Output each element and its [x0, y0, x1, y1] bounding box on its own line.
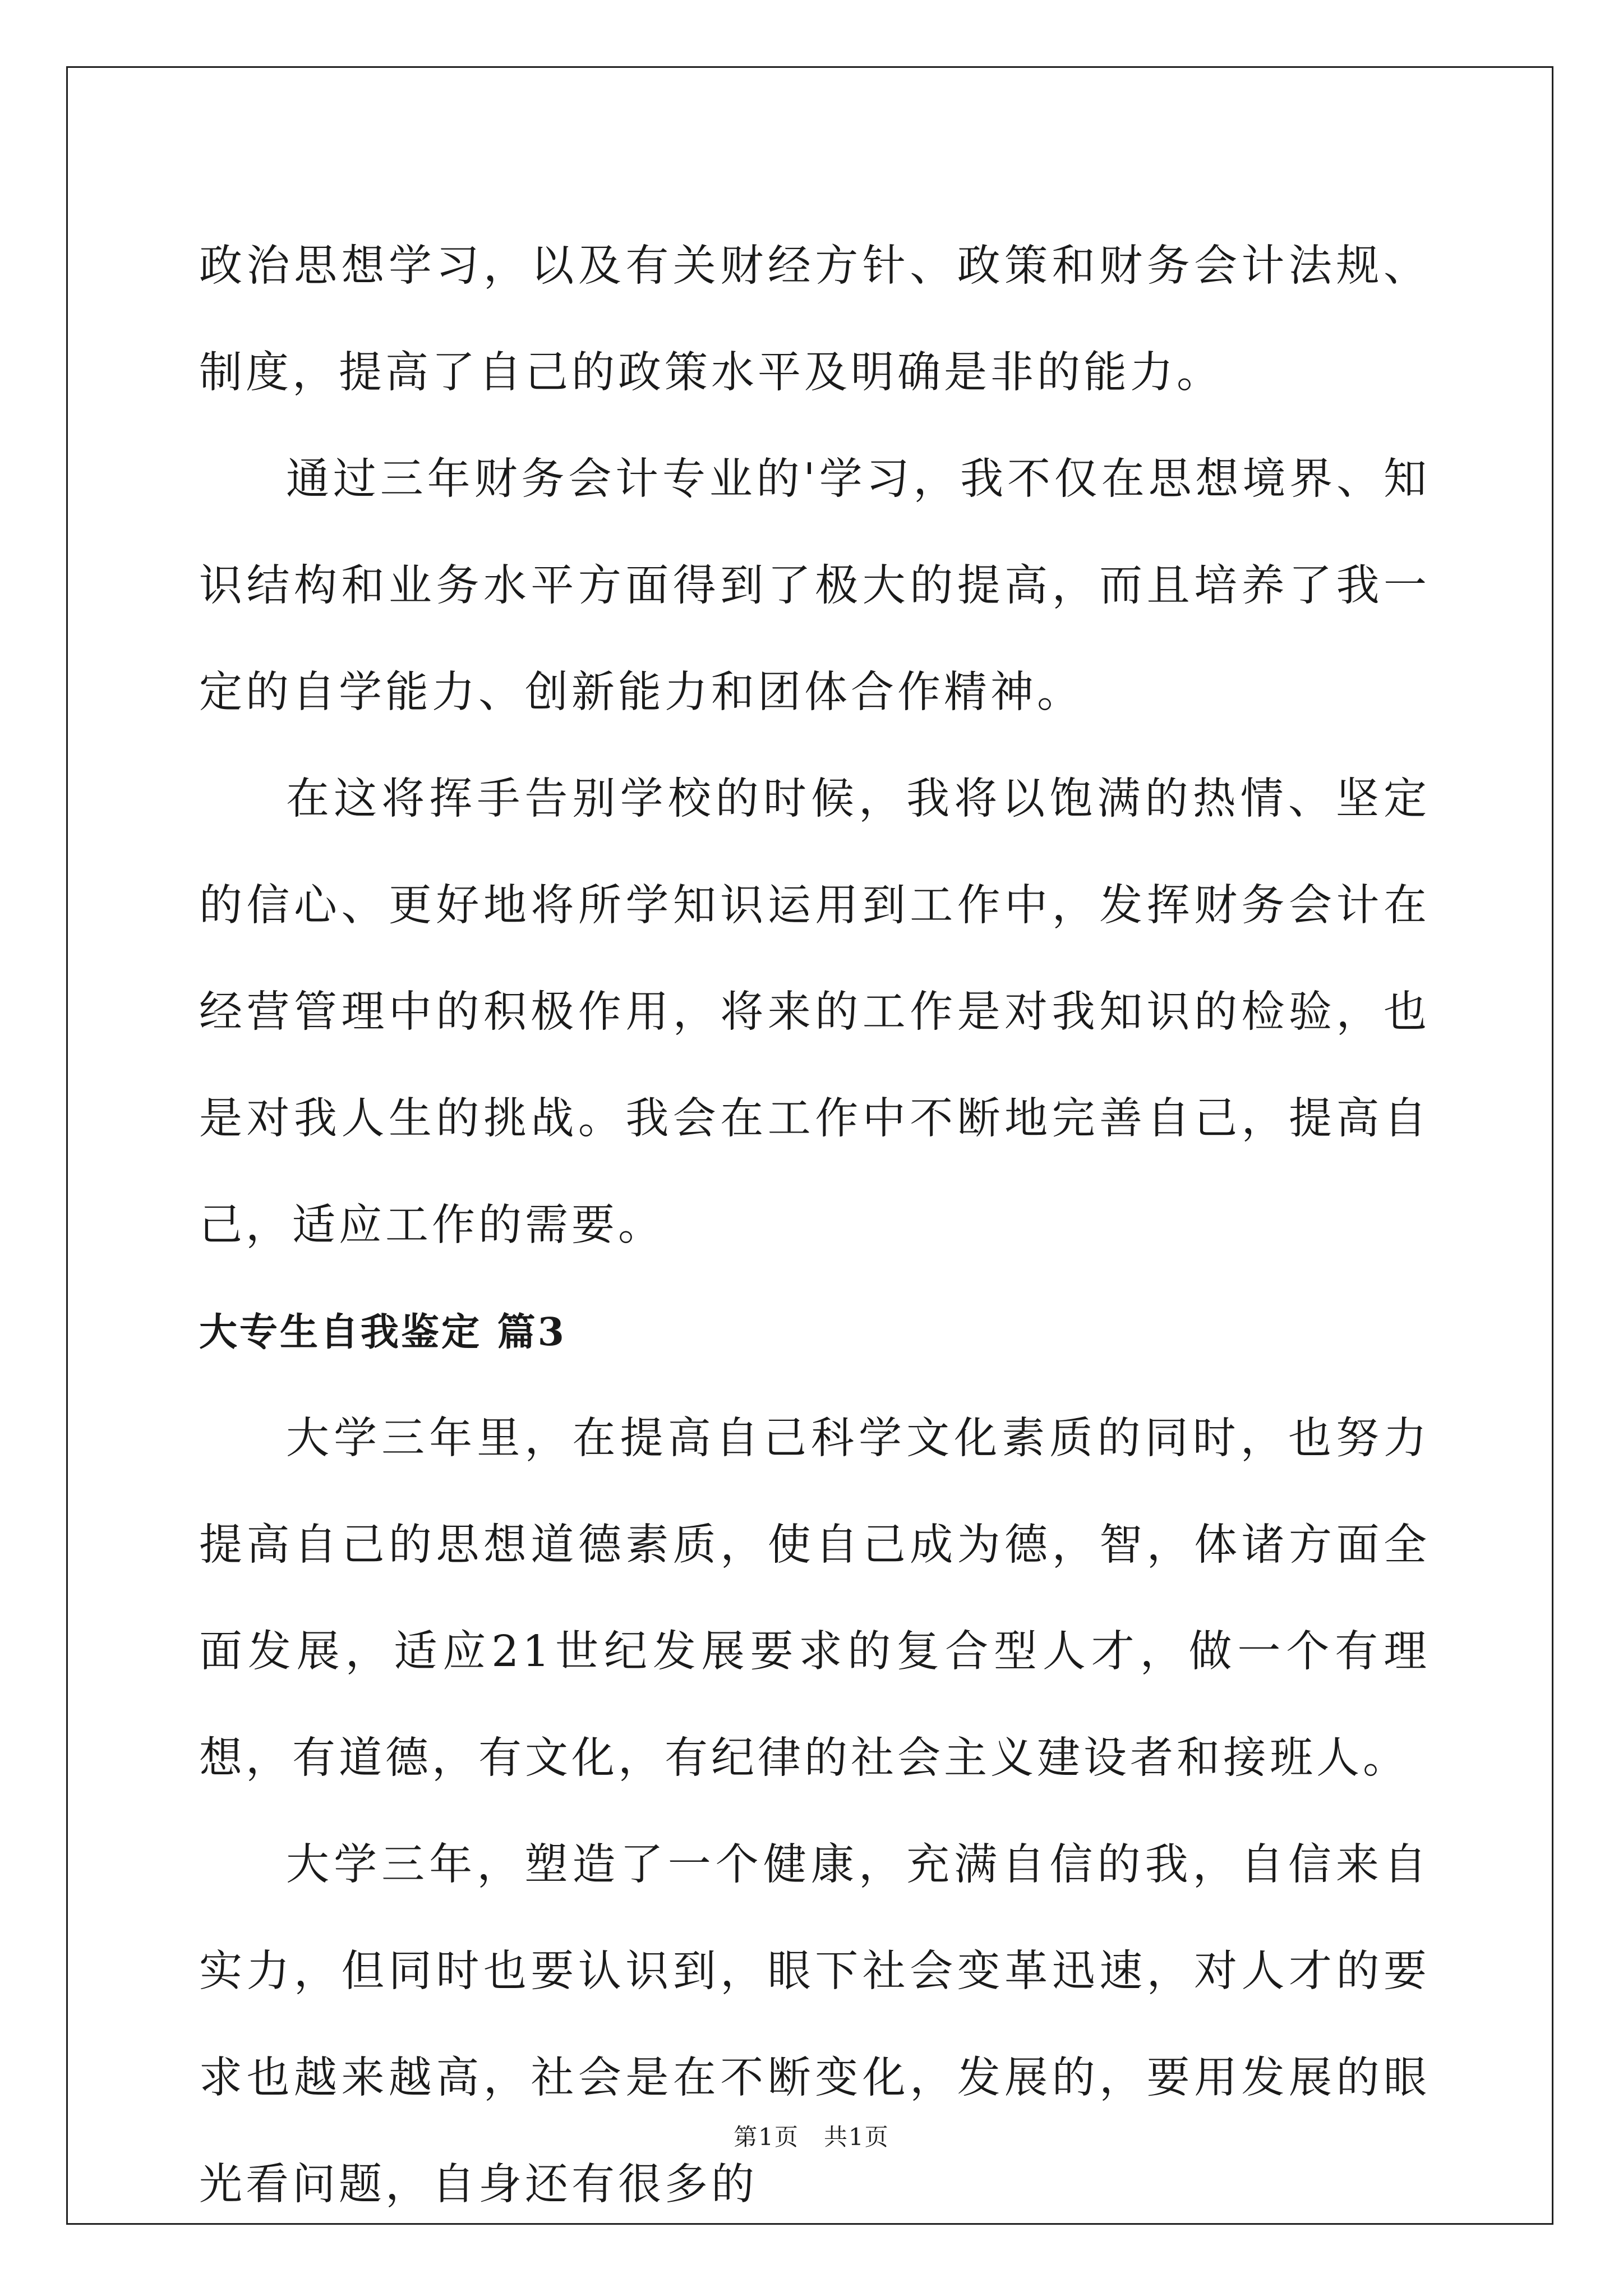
- section-paragraph-1: 大学三年里，在提高自己科学文化素质的同时，也努力提高自己的思想道德素质，使自己成为德，智，体诸方面全面发展，适应21世纪发展要求的复合型人才，做一个有理想，有道德，有文化，有纪律的社会主义建设者和接班人。: [199, 1414, 1430, 1783]
- section-heading: 大专生自我鉴定 篇3: [199, 1310, 566, 1355]
- paragraph-1: 政治思想学习，以及有关财经方针、政策和财务会计法规、制度，提高了自己的政策水平及明确是非的能力。: [199, 241, 1430, 398]
- document-body: [199, 213, 1430, 2238]
- paragraph-3: 在这将挥手告别学校的时候，我将以饱满的热情、坚定的信心、更好地将所学知识运用到工作中，发挥财务会计在经营管理中的积极作用，将来的工作是对我知识的检验，也是对我人生的挑战。我会在工作中不断地完善自己，提高自己，适应工作的需要。: [199, 774, 1430, 1250]
- page-footer: 第1页 共1页: [734, 2123, 889, 2151]
- paragraph-2: 通过三年财务会计专业的'学习，我不仅在思想境界、知识结构和业务水平方面得到了极大的提高，而且培养了我一定的自学能力、创新能力和团体合作精神。: [199, 454, 1430, 717]
- section-paragraph-2: 大学三年，塑造了一个健康，充满自信的我，自信来自实力，但同时也要认识到，眼下社会变革迅速，对人才的要求也越来越高，社会是在不断变化，发展的，要用发展的眼光看问题，自身还有很多的: [199, 1840, 1430, 2210]
